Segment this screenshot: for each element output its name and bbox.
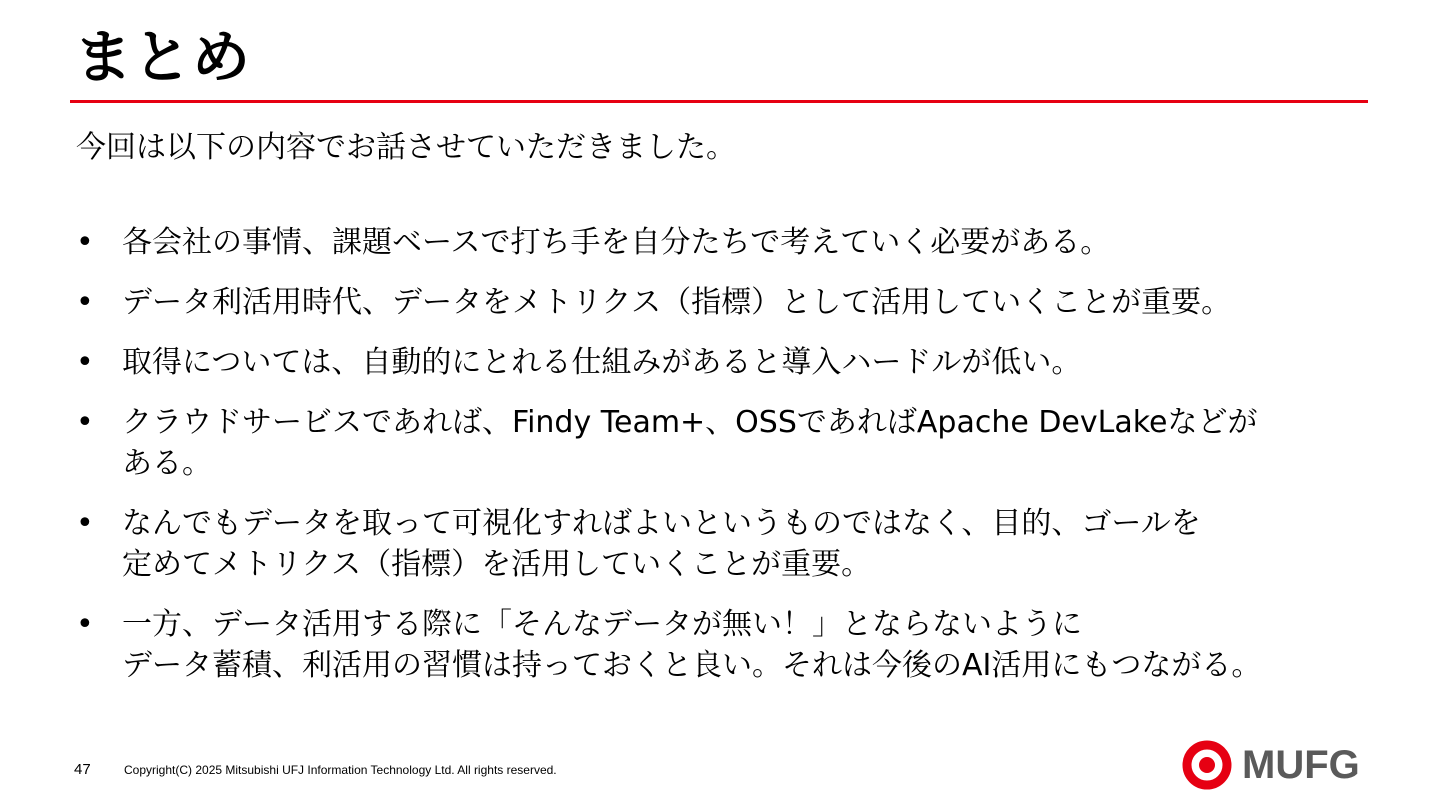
bullet-line: クラウドサービスであれば、Findy Team+、OSSであればApache DevLakeなどが — [122, 405, 1258, 440]
bullet-line: 定めてメトリクス（指標）を活用していくことが重要。 — [122, 547, 872, 582]
bullet-item — [76, 342, 1386, 383]
copyright-notice: Copyright(C) 2025 Mitsubishi UFJ Information Technology Ltd. All rights reserved. — [124, 763, 557, 777]
bullet-line: ある。 — [122, 446, 212, 481]
bullet-item — [76, 402, 1386, 484]
bullet-item — [76, 222, 1386, 263]
mufg-logo — [1182, 740, 1370, 790]
bullet-marker: • — [76, 405, 94, 440]
title-divider — [70, 100, 1368, 103]
bullet-line: データ蓄積、利活用の習慣は持っておくと良い。それは今後のAI活用にもつながる。 — [122, 648, 1262, 683]
bullet-line: なんでもデータを取って可視化すればよいというものではなく、目的、ゴールを — [122, 506, 1201, 541]
bullet-marker: • — [76, 225, 94, 260]
bullet-line: 一方、データ活用する際に「そんなデータが無い！」とならないように — [122, 607, 1082, 642]
mufg-logo-icon — [1182, 740, 1232, 790]
bullet-line: 取得については、自動的にとれる仕組みがあると導入ハードルが低い。 — [122, 345, 1082, 380]
page-number: 47 — [74, 761, 91, 778]
bullet-list — [76, 222, 1386, 705]
bullet-line: データ利活用時代、データをメトリクス（指標）として活用していくことが重要。 — [122, 285, 1232, 320]
bullet-item — [76, 604, 1386, 686]
bullet-marker: • — [76, 506, 94, 541]
bullet-marker: • — [76, 285, 94, 320]
bullet-item — [76, 282, 1386, 323]
bullet-item — [76, 503, 1386, 585]
bullet-marker: • — [76, 345, 94, 380]
bullet-marker: • — [76, 607, 94, 642]
slide-title: まとめ — [74, 23, 252, 91]
intro-text: 今回は以下の内容でお話させていただきました。 — [76, 130, 736, 165]
bullet-line: 各会社の事情、課題ベースで打ち手を自分たちで考えていく必要がある。 — [122, 225, 1111, 260]
logo-text: MUFG — [1242, 743, 1360, 787]
